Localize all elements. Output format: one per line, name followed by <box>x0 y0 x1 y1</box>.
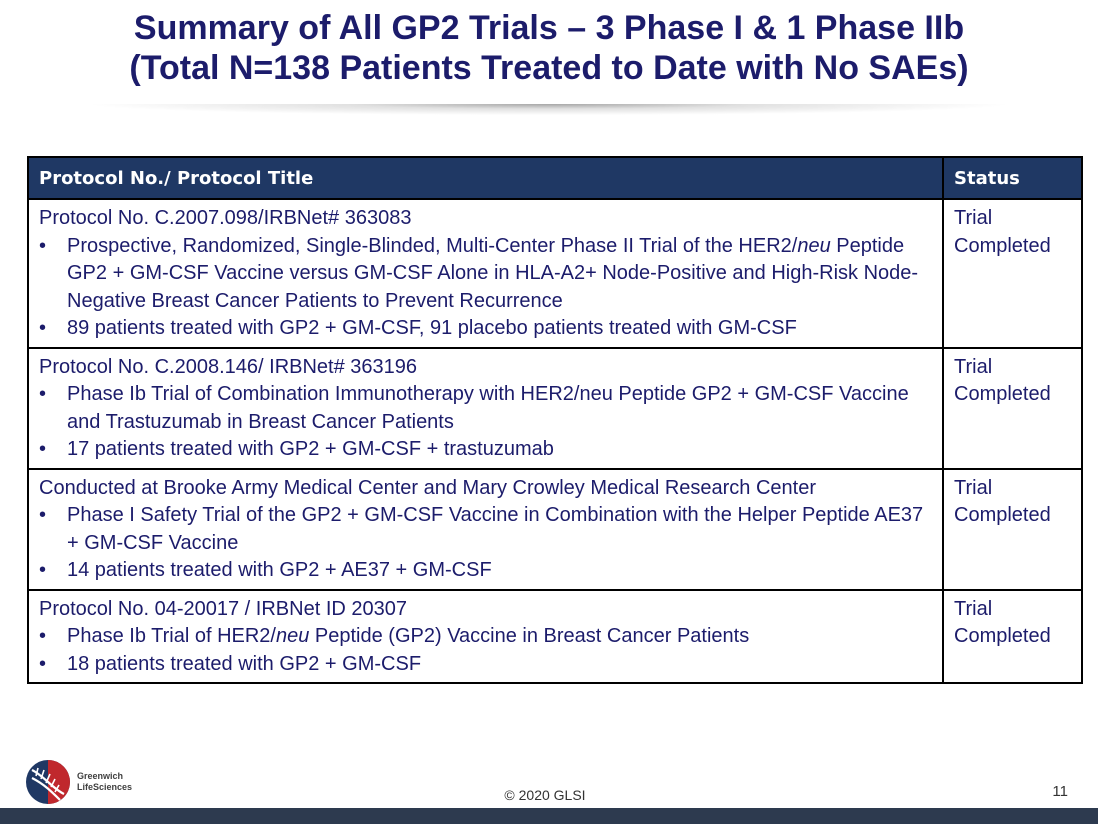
bullet-item: • 14 patients treated with GP2 + AE37 + GM-CSF <box>39 557 932 585</box>
status-line-1: Trial <box>954 597 993 620</box>
header-protocol: Protocol No./ Protocol Title <box>28 157 943 199</box>
slide-title-line-1: Summary of All GP2 Trials – 3 Phase I & 1 Phase IIb <box>133 9 965 47</box>
trials-table <box>27 156 1083 684</box>
status-cell <box>943 348 1082 469</box>
bullet-text: Phase Ib Trial of HER2/ <box>67 625 276 647</box>
table-row <box>28 469 1082 590</box>
status-line-2: Completed <box>954 383 1051 405</box>
title-divider-shadow <box>0 104 1098 120</box>
protocol-bullets <box>39 381 932 464</box>
protocol-bullets <box>39 233 932 343</box>
protocol-cell <box>28 469 943 590</box>
status-cell <box>943 469 1082 590</box>
status-line-1: Trial <box>954 355 993 378</box>
title-area <box>0 0 1098 108</box>
slide-title <box>0 8 1098 88</box>
bullet-item: • Phase Ib Trial of Combination Immunotherapy with HER2/neu Peptide GP2 + GM-CSF Vaccine and Trastuzumab in Breast Cancer Patients <box>39 381 932 436</box>
status-line-2: Completed <box>954 504 1051 526</box>
logo-line-2: LifeSciences <box>77 782 133 792</box>
bullet-item: • Phase I Safety Trial of the GP2 + GM-CSF Vaccine in Combination with the Helper Peptide AE37 + GM-CSF Vaccine <box>39 502 932 557</box>
bullet-item: • 89 patients treated with GP2 + GM-CSF, 91 placebo patients treated with GM-CSF <box>39 315 932 343</box>
protocol-number: Conducted at Brooke Army Medical Center and Mary Crowley Medical Research Center <box>39 476 817 499</box>
protocol-cell <box>28 590 943 684</box>
status-line-1: Trial <box>954 207 993 229</box>
bullet-italic-text: neu <box>275 625 310 647</box>
bullet-text: Peptide GP2 + GM-CSF Vaccine versus GM-CSF Alone in HLA-A2+ Node-Positive and High-Risk Node-Negative Breast Cancer Patients to Prevent Recurrence <box>67 234 919 312</box>
protocol-number: Protocol No. C.2007.098/IRBNet# 363083 <box>39 207 412 229</box>
header-status: Status <box>943 157 1082 199</box>
table-row <box>28 348 1082 469</box>
bullet-text: Prospective, Randomized, Single-Blinded, Multi-Center Phase II Trial of the HER2/ <box>67 234 798 257</box>
status-line-2: Completed <box>954 234 1051 257</box>
protocol-number: Protocol No. C.2008.146/ IRBNet# 363196 <box>39 355 418 378</box>
table-row <box>28 199 1082 348</box>
bullet-item: • 17 patients treated with GP2 + GM-CSF + trastuzumab <box>39 436 932 464</box>
bullet-item <box>39 623 932 651</box>
protocol-cell <box>28 199 943 348</box>
protocol-bullets <box>39 502 932 585</box>
protocol-bullets <box>39 623 932 678</box>
bullet-item <box>39 233 932 316</box>
bullet-text: Peptide (GP2) Vaccine in Breast Cancer Patients <box>309 625 750 647</box>
protocol-cell <box>28 348 943 469</box>
table-row <box>28 590 1082 684</box>
protocol-number: Protocol No. 04-20017 / IRBNet ID 20307 <box>39 597 407 620</box>
status-cell <box>943 590 1082 684</box>
bottom-bar <box>0 808 1098 824</box>
status-line-1: Trial <box>954 476 993 499</box>
status-cell <box>943 199 1082 348</box>
page-number: 11 <box>1052 783 1068 800</box>
logo-line-1: Greenwich <box>77 771 124 781</box>
slide-title-line-2: (Total N=138 Patients Treated to Date with No SAEs) <box>129 49 969 87</box>
bullet-italic-text: neu <box>797 234 831 257</box>
copyright-text: © 2020 GLSI <box>504 787 586 803</box>
table-header-row <box>28 157 1082 199</box>
status-line-2: Completed <box>954 625 1051 647</box>
bullet-item: • 18 patients treated with GP2 + GM-CSF <box>39 651 932 679</box>
